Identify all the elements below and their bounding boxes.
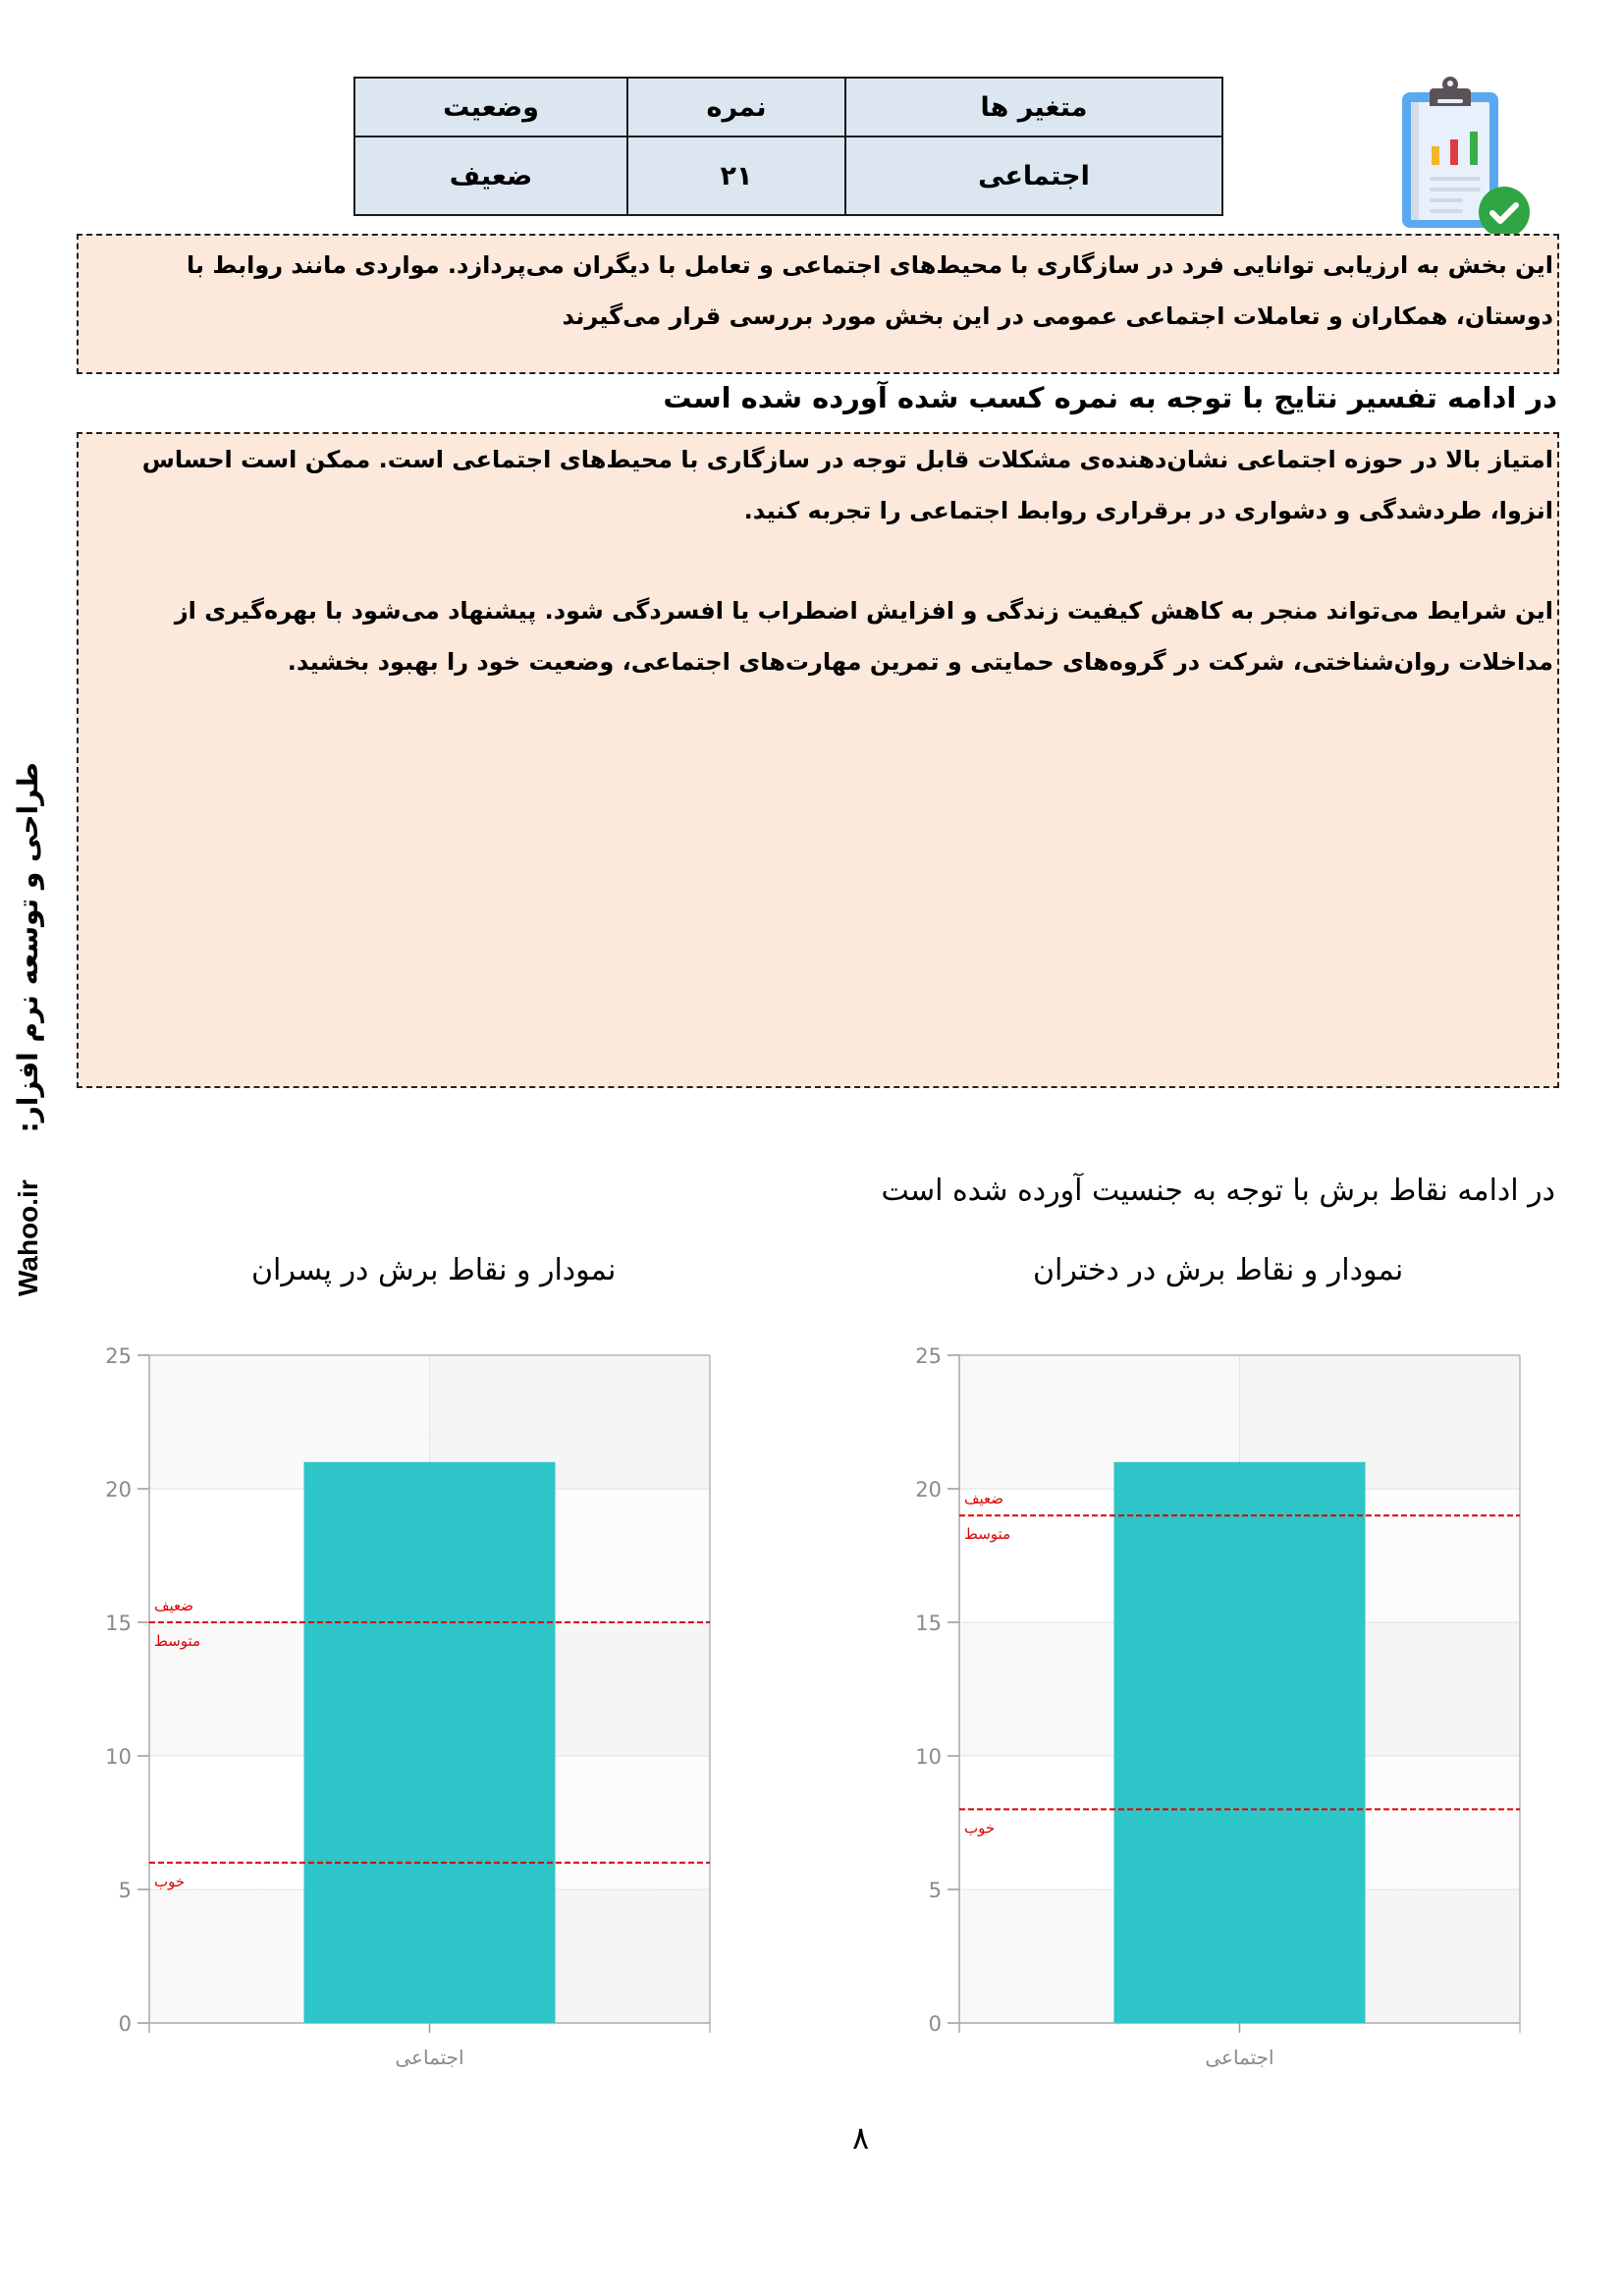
- interpretation-paragraph-2: این شرایط می‌تواند منجر به کاهش کیفیت زندگی و افزایش اضطراب یا افسردگی شود. پیشنهاد می‌شود با بهره‌گیری از مداخلات روان‌شناختی، شرکت در گروه‌های حمایتی و تمرین مهارت‌های اجتماعی، وضعیت خود را بهبود بخشید.: [174, 597, 1553, 676]
- y-tick-label: 15: [105, 1612, 132, 1635]
- summary-table: [353, 77, 1223, 216]
- clipboard-report-check-icon: [1394, 71, 1532, 238]
- y-tick-label: 0: [928, 2012, 942, 2036]
- header-score: نمره: [627, 78, 845, 137]
- boys-chart-title: نمودار و نقاط برش در پسران: [251, 1253, 617, 1287]
- table-header-row: [354, 78, 1222, 137]
- y-tick-label: 20: [915, 1478, 942, 1502]
- y-tick-label: 10: [105, 1745, 132, 1769]
- cell-variable: اجتماعی: [845, 137, 1222, 215]
- cell-status: ضعیف: [354, 137, 627, 215]
- y-tick-label: 25: [105, 1344, 132, 1368]
- interpretation-heading: در ادامه تفسیر نتایج با توجه به نمره کسب شده آورده شده است: [663, 381, 1557, 414]
- y-tick-label: 25: [915, 1344, 942, 1368]
- y-tick-label: 10: [915, 1745, 942, 1769]
- girls-cut-points-chart: [898, 1336, 1546, 2082]
- side-credit: [12, 762, 44, 1296]
- bar: [1114, 1462, 1366, 2023]
- boys-cut-points-chart: [88, 1336, 736, 2082]
- cut-point-label-below: خوب: [964, 1819, 996, 1837]
- y-tick-label: 20: [105, 1478, 132, 1502]
- cut-point-label-below: خوب: [154, 1872, 186, 1890]
- header-variables: متغیر ها: [845, 78, 1222, 137]
- x-tick-label: اجتماعی: [395, 2046, 464, 2069]
- y-tick-label: 5: [928, 1879, 942, 1902]
- cell-score: ۲۱: [627, 137, 845, 215]
- cut-point-label-above: ضعیف: [964, 1490, 1004, 1508]
- x-tick-label: اجتماعی: [1205, 2046, 1274, 2069]
- interpretation-paragraph-1: امتیاز بالا در حوزه اجتماعی نشان‌دهنده‌ی مشکلات قابل توجه در سازگاری با محیط‌های اجتماعی است. ممکن است احساس انزوا، طردشدگی و دشواری در برقراری روابط اجتماعی را تجربه کنید.: [141, 446, 1553, 524]
- y-tick-label: 0: [118, 2012, 132, 2036]
- intro-description-box: [77, 234, 1559, 374]
- cut-point-label-above: ضعیف: [154, 1597, 194, 1614]
- table-row: [354, 137, 1222, 215]
- header-status: وضعیت: [354, 78, 627, 137]
- girls-chart-title: نمودار و نقاط برش در دختران: [1033, 1253, 1404, 1287]
- cut-point-label-below: متوسط: [154, 1632, 201, 1650]
- cut-point-label-below: متوسط: [964, 1525, 1011, 1544]
- cut-points-heading: در ادامه نقاط برش با توجه به جنسیت آورده شده است: [881, 1174, 1555, 1208]
- y-tick-label: 5: [118, 1879, 132, 1902]
- y-tick-label: 15: [915, 1612, 942, 1635]
- check-badge-icon: [1479, 187, 1530, 238]
- intro-text: این بخش به ارزیابی توانایی فرد در سازگاری با محیط‌های اجتماعی و تعامل با دیگران می‌پردازد. مواردی مانند روابط با دوستان، همکاران و تعاملات اجتماعی عمومی در این بخش مورد بررسی قرار می‌گیرند: [187, 251, 1553, 330]
- site-link[interactable]: Wahoo.ir: [13, 1179, 43, 1296]
- interpretation-box: [77, 432, 1559, 1088]
- credit-text: طراحی و توسعه نرم افزار:: [12, 762, 44, 1133]
- bar: [304, 1462, 556, 2023]
- page-number: ۸: [852, 2119, 870, 2157]
